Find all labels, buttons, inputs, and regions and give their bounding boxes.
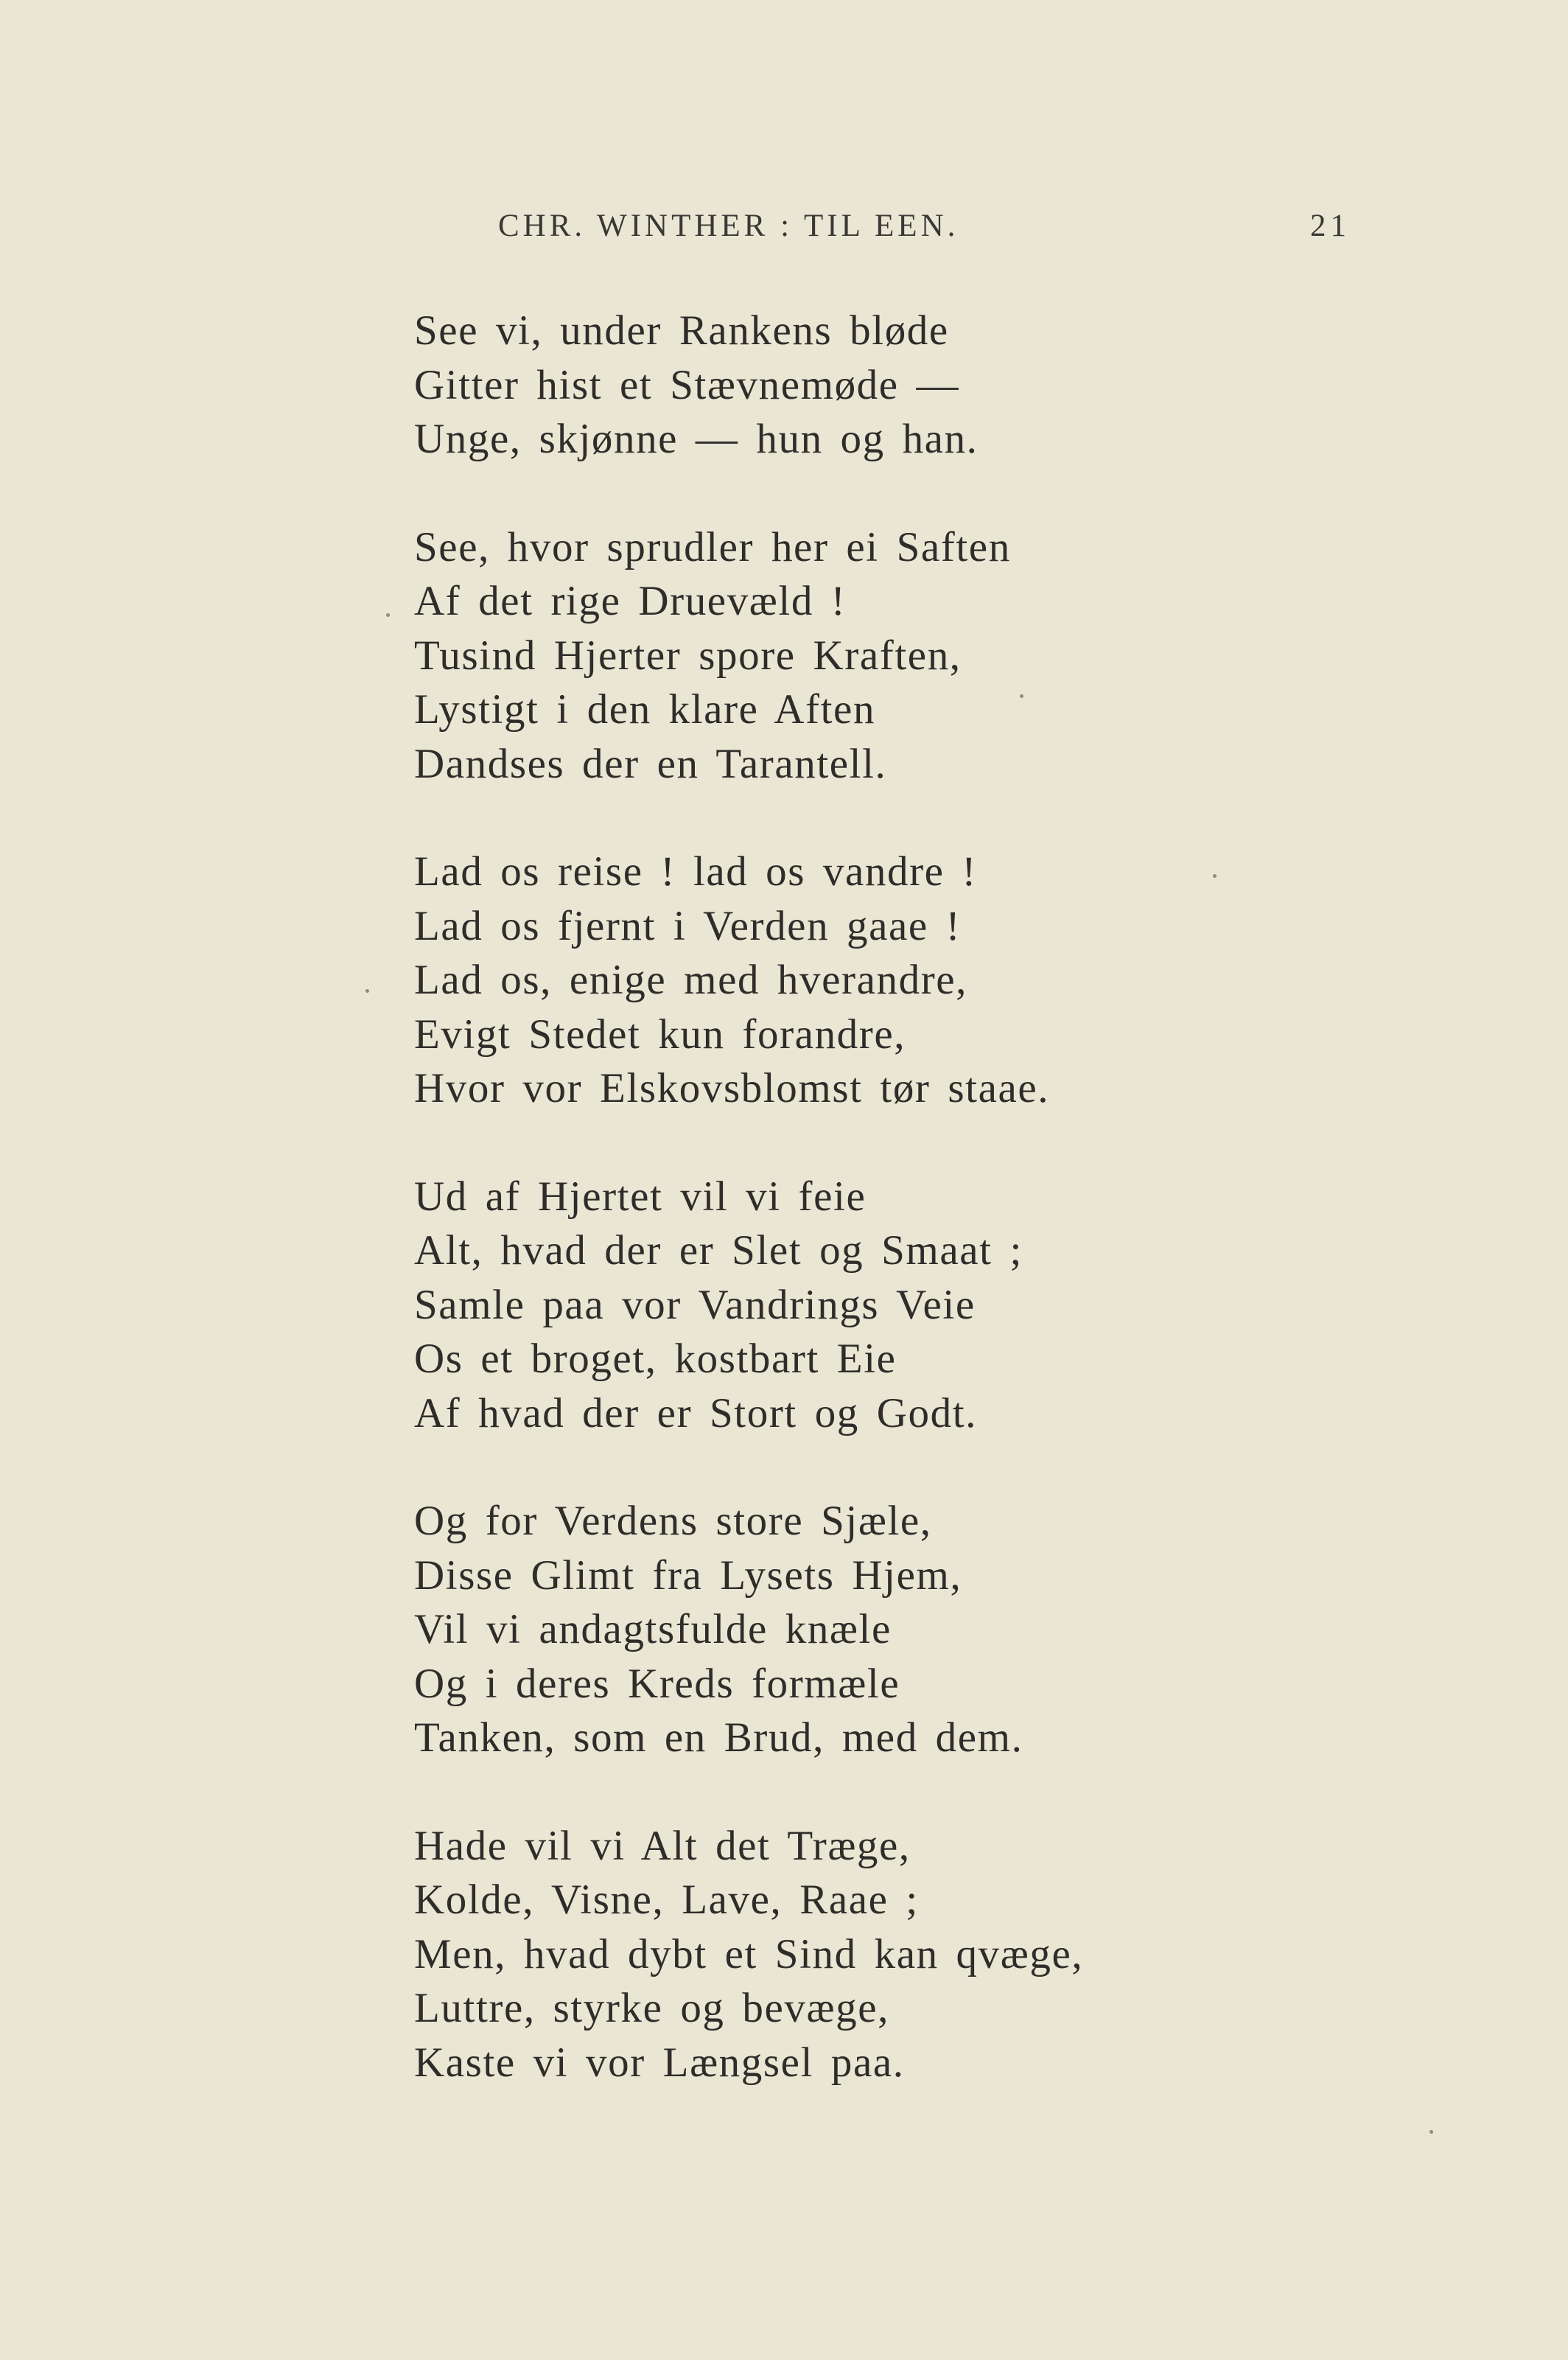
stanza-3: [414, 845, 1298, 1116]
poem-line: Tanken, som en Brud, med dem.: [414, 1714, 1023, 1761]
paper-speck: [386, 613, 390, 617]
poem-line: Dandses der en Tarantell.: [414, 740, 887, 787]
poem-line: Disse Glimt fra Lysets Hjem,: [414, 1551, 962, 1599]
poem-line: Evigt Stedet kun forandre,: [414, 1010, 906, 1058]
stanza-5: [414, 1494, 1298, 1765]
paper-speck: [1213, 874, 1217, 878]
poem-line: Unge, skjønne — hun og han.: [414, 416, 979, 462]
poem-line: Af det rige Druevæld !: [414, 578, 847, 624]
paper-speck: [1020, 694, 1023, 698]
poem-line: Ud af Hjertet vil vi feie: [414, 1173, 867, 1220]
poem-line: Luttre, styrke og bevæge,: [414, 1985, 889, 2031]
page-number: 21: [1310, 209, 1351, 243]
running-title: CHR. WINTHER : TIL EEN.: [498, 209, 959, 243]
poem-line: Men, hvad dybt et Sind kan qvæge,: [414, 1930, 1084, 1977]
poem-line: Lad os, enige med hverandre,: [414, 957, 968, 1003]
poem-line: Lystigt i den klare Aften: [414, 686, 876, 733]
poem-line: See vi, under Rankens bløde: [414, 307, 949, 354]
poem-line: Lad os fjernt i Verden gaae !: [414, 902, 962, 949]
poem-line: Og for Verdens store Sjæle,: [414, 1498, 932, 1544]
poem-line: Tusind Hjerter spore Kraften,: [414, 632, 962, 679]
poem-line: Lad os reise ! lad os vandre !: [414, 848, 978, 895]
poem-line: Os et broget, kostbart Eie: [414, 1336, 897, 1382]
poem-line: Af hvad der er Stort og Godt.: [414, 1389, 978, 1436]
paper-speck: [365, 989, 369, 993]
poem-line: Samle paa vor Vandrings Veie: [414, 1281, 976, 1328]
poem-line: Hvor vor Elskovsblomst tør staae.: [414, 1065, 1050, 1111]
poem-line: Vil vi andagtsfulde knæle: [414, 1606, 892, 1652]
poem-line: Og i deres Kreds formæle: [414, 1660, 900, 1707]
poem-line: Gitter hist et Stævnemøde —: [414, 361, 960, 408]
stanza-6: [414, 1819, 1298, 2090]
poem: [414, 304, 1298, 2143]
poem-line: Kolde, Visne, Lave, Raae ;: [414, 1877, 919, 1923]
stanza-2: [414, 520, 1298, 792]
poem-line: Kaste vi vor Længsel paa.: [414, 2039, 905, 2086]
paper-speck: [1429, 2130, 1433, 2134]
poem-line: Alt, hvad der er Slet og Smaat ;: [414, 1227, 1023, 1274]
stanza-1: [414, 304, 1298, 467]
poem-line: Hade vil vi Alt det Træge,: [414, 1822, 911, 1869]
poem-line: See, hvor sprudler her ei Saften: [414, 523, 1011, 570]
stanza-4: [414, 1170, 1298, 1441]
